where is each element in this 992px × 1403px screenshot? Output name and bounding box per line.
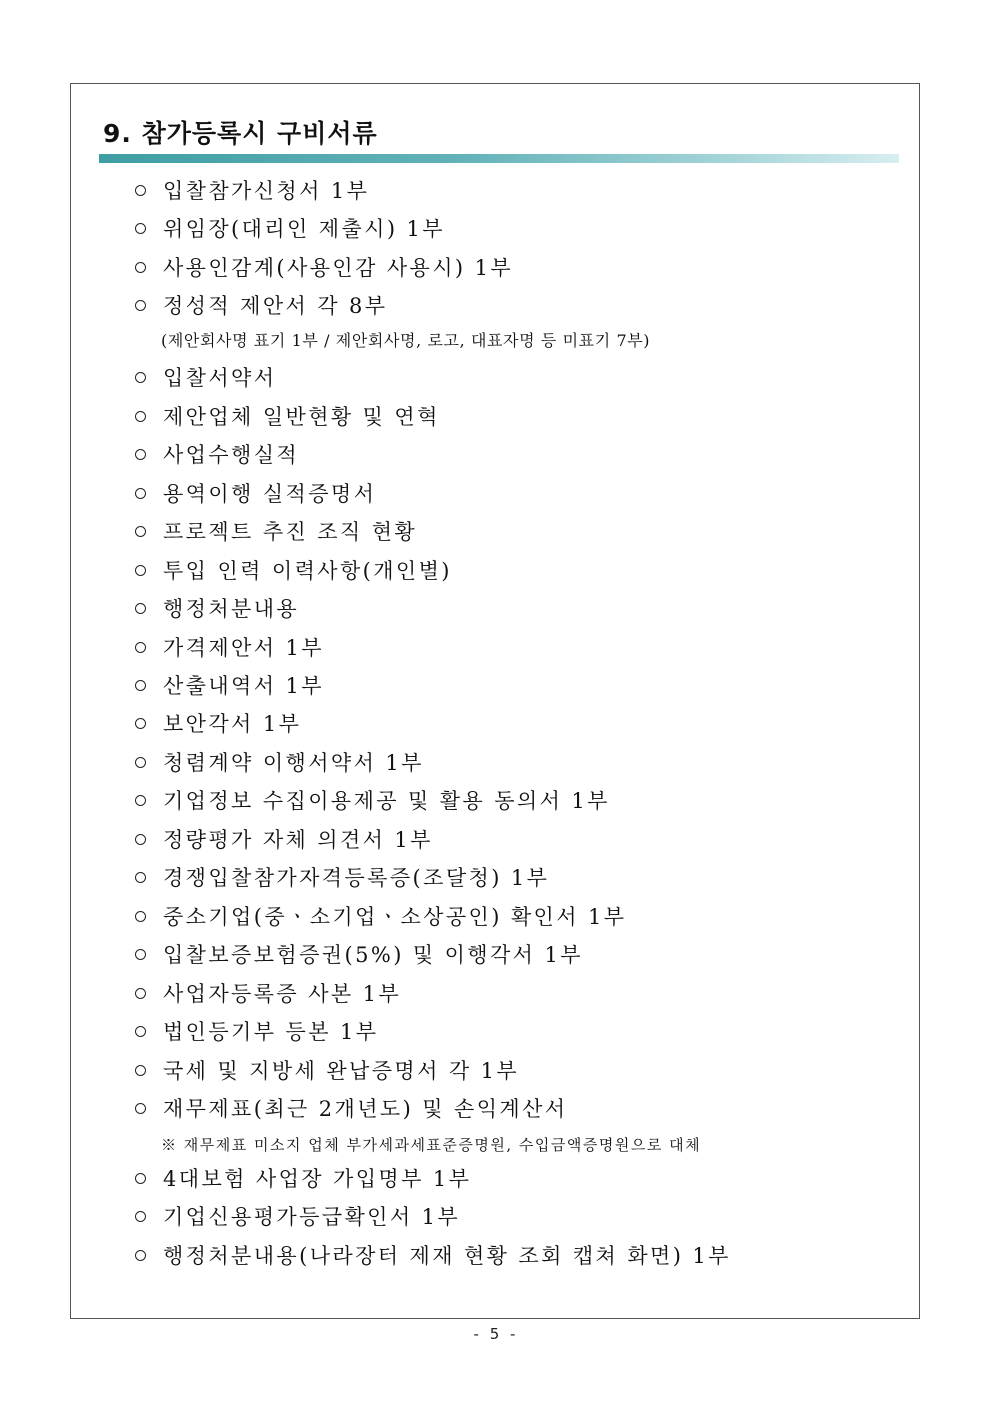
list-item — [135, 1056, 519, 1086]
circle-bullet-icon — [135, 526, 146, 537]
list-item — [135, 176, 369, 206]
list-item — [135, 1202, 460, 1232]
list-item-text: 중소기업(중ㆍ소기업ㆍ소상공인) 확인서 1부 — [163, 905, 627, 929]
circle-bullet-icon — [135, 449, 146, 460]
circle-bullet-icon — [135, 1173, 146, 1184]
circle-bullet-icon — [135, 795, 146, 806]
circle-bullet-icon — [135, 223, 146, 234]
circle-bullet-icon — [135, 1026, 146, 1037]
list-item — [135, 594, 299, 624]
circle-bullet-icon — [135, 1250, 146, 1261]
list-item-text: 사업수행실적 — [163, 443, 300, 467]
section-title: 9. 참가등록시 구비서류 — [103, 119, 378, 148]
list-item — [135, 402, 440, 432]
circle-bullet-icon — [135, 718, 146, 729]
list-item — [135, 633, 324, 663]
circle-bullet-icon — [135, 603, 146, 614]
list-item — [135, 748, 424, 778]
list-item-text: 사용인감계(사용인감 사용시) 1부 — [163, 256, 514, 280]
list-item-text: 산출내역서 1부 — [163, 674, 324, 698]
list-item — [135, 440, 299, 470]
list-item — [135, 479, 376, 509]
financial-substitute-note: ※ 재무제표 미소지 업체 부가세과세표준증명원, 수입금액증명원으로 대체 — [161, 1136, 702, 1154]
list-item — [135, 253, 513, 283]
list-item-text: 입찰보증보험증권(5%) 및 이행각서 1부 — [163, 943, 583, 967]
list-item — [135, 291, 387, 321]
list-item-text: 기업정보 수집이용제공 및 활용 동의서 1부 — [163, 789, 610, 813]
list-item — [135, 556, 452, 586]
circle-bullet-icon — [135, 872, 146, 883]
list-item-text: 사업자등록증 사본 1부 — [163, 982, 402, 1006]
circle-bullet-icon — [135, 262, 146, 273]
page-number: - 5 - — [473, 1325, 519, 1343]
list-item-text: 행정처분내용(나라장터 제재 현황 조회 캡쳐 화면) 1부 — [163, 1244, 731, 1268]
list-item — [135, 863, 549, 893]
circle-bullet-icon — [135, 372, 146, 383]
list-item-text: 프로젝트 추진 조직 현황 — [163, 520, 418, 544]
list-item — [135, 902, 626, 932]
list-item-text: 투입 인력 이력사항(개인별) — [163, 559, 452, 583]
circle-bullet-icon — [135, 911, 146, 922]
list-item — [135, 671, 324, 701]
list-item-text: 입찰서약서 — [163, 366, 277, 390]
circle-bullet-icon — [135, 1065, 146, 1076]
list-item-text: 입찰참가신청서 1부 — [163, 179, 370, 203]
list-item-text: 청렴계약 이행서약서 1부 — [163, 751, 424, 775]
list-item — [135, 940, 583, 970]
list-item — [135, 979, 401, 1009]
list-item-text: 위임장(대리인 제출시) 1부 — [163, 217, 445, 241]
list-item-text: 정량평가 자체 의견서 1부 — [163, 828, 433, 852]
circle-bullet-icon — [135, 1103, 146, 1114]
circle-bullet-icon — [135, 411, 146, 422]
list-item — [135, 1017, 378, 1047]
list-item-text: 법인등기부 등본 1부 — [163, 1020, 379, 1044]
list-item — [135, 709, 301, 739]
circle-bullet-icon — [135, 300, 146, 311]
circle-bullet-icon — [135, 949, 146, 960]
list-item-text: 용역이행 실적증명서 — [163, 482, 377, 506]
circle-bullet-icon — [135, 757, 146, 768]
list-item — [135, 1241, 731, 1271]
list-item-text: 보안각서 1부 — [163, 712, 302, 736]
proposal-copies-note: (제안회사명 표기 1부 / 제안회사명, 로고, 대표자명 등 미표기 7부) — [161, 331, 651, 350]
list-item — [135, 214, 445, 244]
list-item-text: 정성적 제안서 각 8부 — [163, 294, 388, 318]
list-item — [135, 786, 610, 816]
list-item — [135, 517, 417, 547]
title-underline-bar — [99, 154, 899, 163]
list-item — [135, 1094, 567, 1124]
list-item-text: 경쟁입찰참가자격등록증(조달청) 1부 — [163, 866, 550, 890]
list-item-text: 4대보험 사업장 가입명부 1부 — [163, 1167, 472, 1191]
list-item — [135, 363, 276, 393]
list-item-text: 제안업체 일반현황 및 연혁 — [163, 405, 440, 429]
list-item-text: 가격제안서 1부 — [163, 636, 324, 660]
list-item-text: 재무제표(최근 2개년도) 및 손익계산서 — [163, 1097, 568, 1121]
list-item — [135, 825, 433, 855]
list-item-text: 국세 및 지방세 완납증명서 각 1부 — [163, 1059, 520, 1083]
circle-bullet-icon — [135, 185, 146, 196]
circle-bullet-icon — [135, 565, 146, 576]
circle-bullet-icon — [135, 834, 146, 845]
circle-bullet-icon — [135, 680, 146, 691]
document-frame — [70, 83, 920, 1319]
list-item-text: 기업신용평가등급확인서 1부 — [163, 1205, 461, 1229]
list-item — [135, 1164, 471, 1194]
circle-bullet-icon — [135, 642, 146, 653]
circle-bullet-icon — [135, 988, 146, 999]
list-item-text: 행정처분내용 — [163, 597, 300, 621]
circle-bullet-icon — [135, 488, 146, 499]
circle-bullet-icon — [135, 1211, 146, 1222]
